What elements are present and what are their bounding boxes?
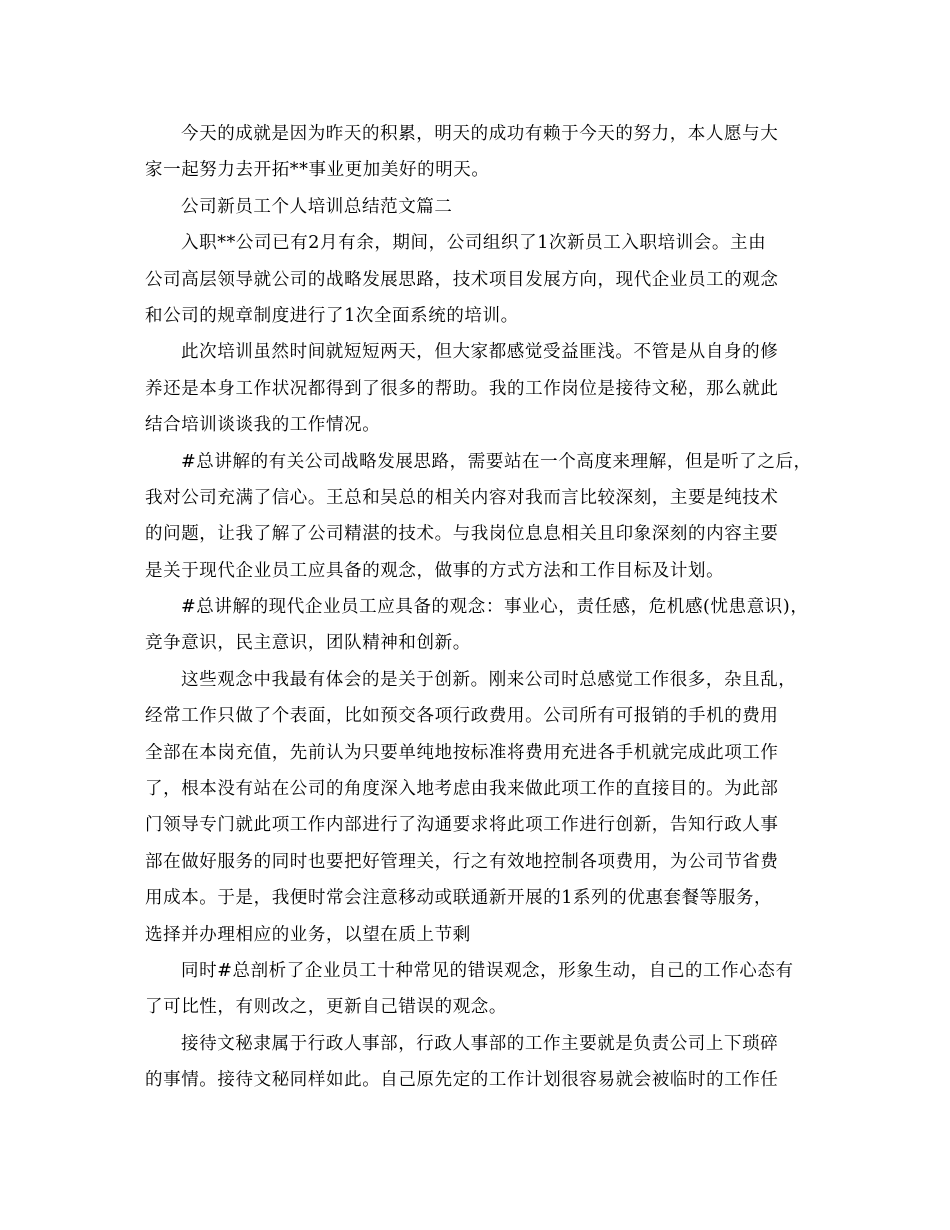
paragraph-line: 家一起努力去开拓**事业更加美好的明天。 [145,160,490,181]
paragraph-line: 竞争意识，民主意识，团队精神和创新。 [145,633,471,654]
paragraph-line: 的事情。接待文秘同样如此。自己原先定的工作计划很容易就会被临时的工作任 [145,1070,779,1091]
paragraph-line: 了，根本没有站在公司的角度深入地考虑由我来做此项工作的直接目的。为此部 [145,779,779,800]
paragraph-line: #总讲解的现代企业员工应具备的观念：事业心，责任感，危机感(忧患意识)， [181,597,809,618]
paragraph-line: 今天的成就是因为昨天的积累，明天的成功有赖于今天的努力，本人愿与大 [181,124,779,144]
paragraph-line: 和公司的规章制度进行了1次全面系统的培训。 [145,305,519,326]
section-heading: 公司新员工个人培训总结范文篇二 [181,196,453,217]
paragraph-line: 用成本。于是，我便时常会注意移动或联通新开展的1系列的优惠套餐等服务， [145,888,773,909]
paragraph-line: 养还是本身工作状况都得到了很多的帮助。我的工作岗位是接待文秘，那么就此 [145,378,779,399]
paragraph-line: 此次培训虽然时间就短短两天，但大家都感觉受益匪浅。不管是从自身的修 [181,342,779,363]
paragraph-line: 这些观念中我最有体会的是关于创新。刚来公司时总感觉工作很多，杂且乱， [181,669,797,690]
paragraph-line: 我对公司充满了信心。王总和吴总的相关内容对我而言比较深刻，主要是纯技术 [145,487,779,508]
paragraph-line: 是关于现代企业员工应具备的观念，做事的方式方法和工作目标及计划。 [145,560,725,581]
paragraph-line: #总讲解的有关公司战略发展思路，需要站在一个高度来理解，但是听了之后， [181,451,812,472]
paragraph-line: 了可比性，有则改之，更新自己错误的观念。 [145,997,507,1018]
paragraph-line: 选择并办理相应的业务，以望在质上节剩 [145,924,471,945]
paragraph-line: 结合培训谈谈我的工作情况。 [145,415,381,436]
paragraph-line: 经常工作只做了个表面，比如预交各项行政费用。公司所有可报销的手机的费用 [145,706,779,727]
paragraph-line: 同时#总剖析了企业员工十种常见的错误观念，形象生动，自己的工作心态有 [181,960,794,981]
paragraph-line: 的问题，让我了解了公司精湛的技术。与我岗位息息相关且印象深刻的内容主要 [145,524,779,545]
paragraph-line: 全部在本岗充值，先前认为只要单纯地按标准将费用充进各手机就完成此项工作 [145,742,779,763]
paragraph-line: 门领导专门就此项工作内部进行了沟通要求将此项工作进行创新，告知行政人事 [145,815,779,836]
document-body [145,116,810,1099]
paragraph-line: 入职**公司已有2月有余，期间，公司组织了1次新员工入职培训会。主由 [181,233,767,254]
paragraph-line: 接待文秘隶属于行政人事部，行政人事部的工作主要就是负责公司上下琐碎 [181,1033,779,1054]
paragraph-line: 公司高层领导就公司的战略发展思路，技术项目发展方向，现代企业员工的观念 [145,269,779,290]
paragraph-line: 部在做好服务的同时也要把好管理关，行之有效地控制各项费用，为公司节省费 [145,851,779,872]
